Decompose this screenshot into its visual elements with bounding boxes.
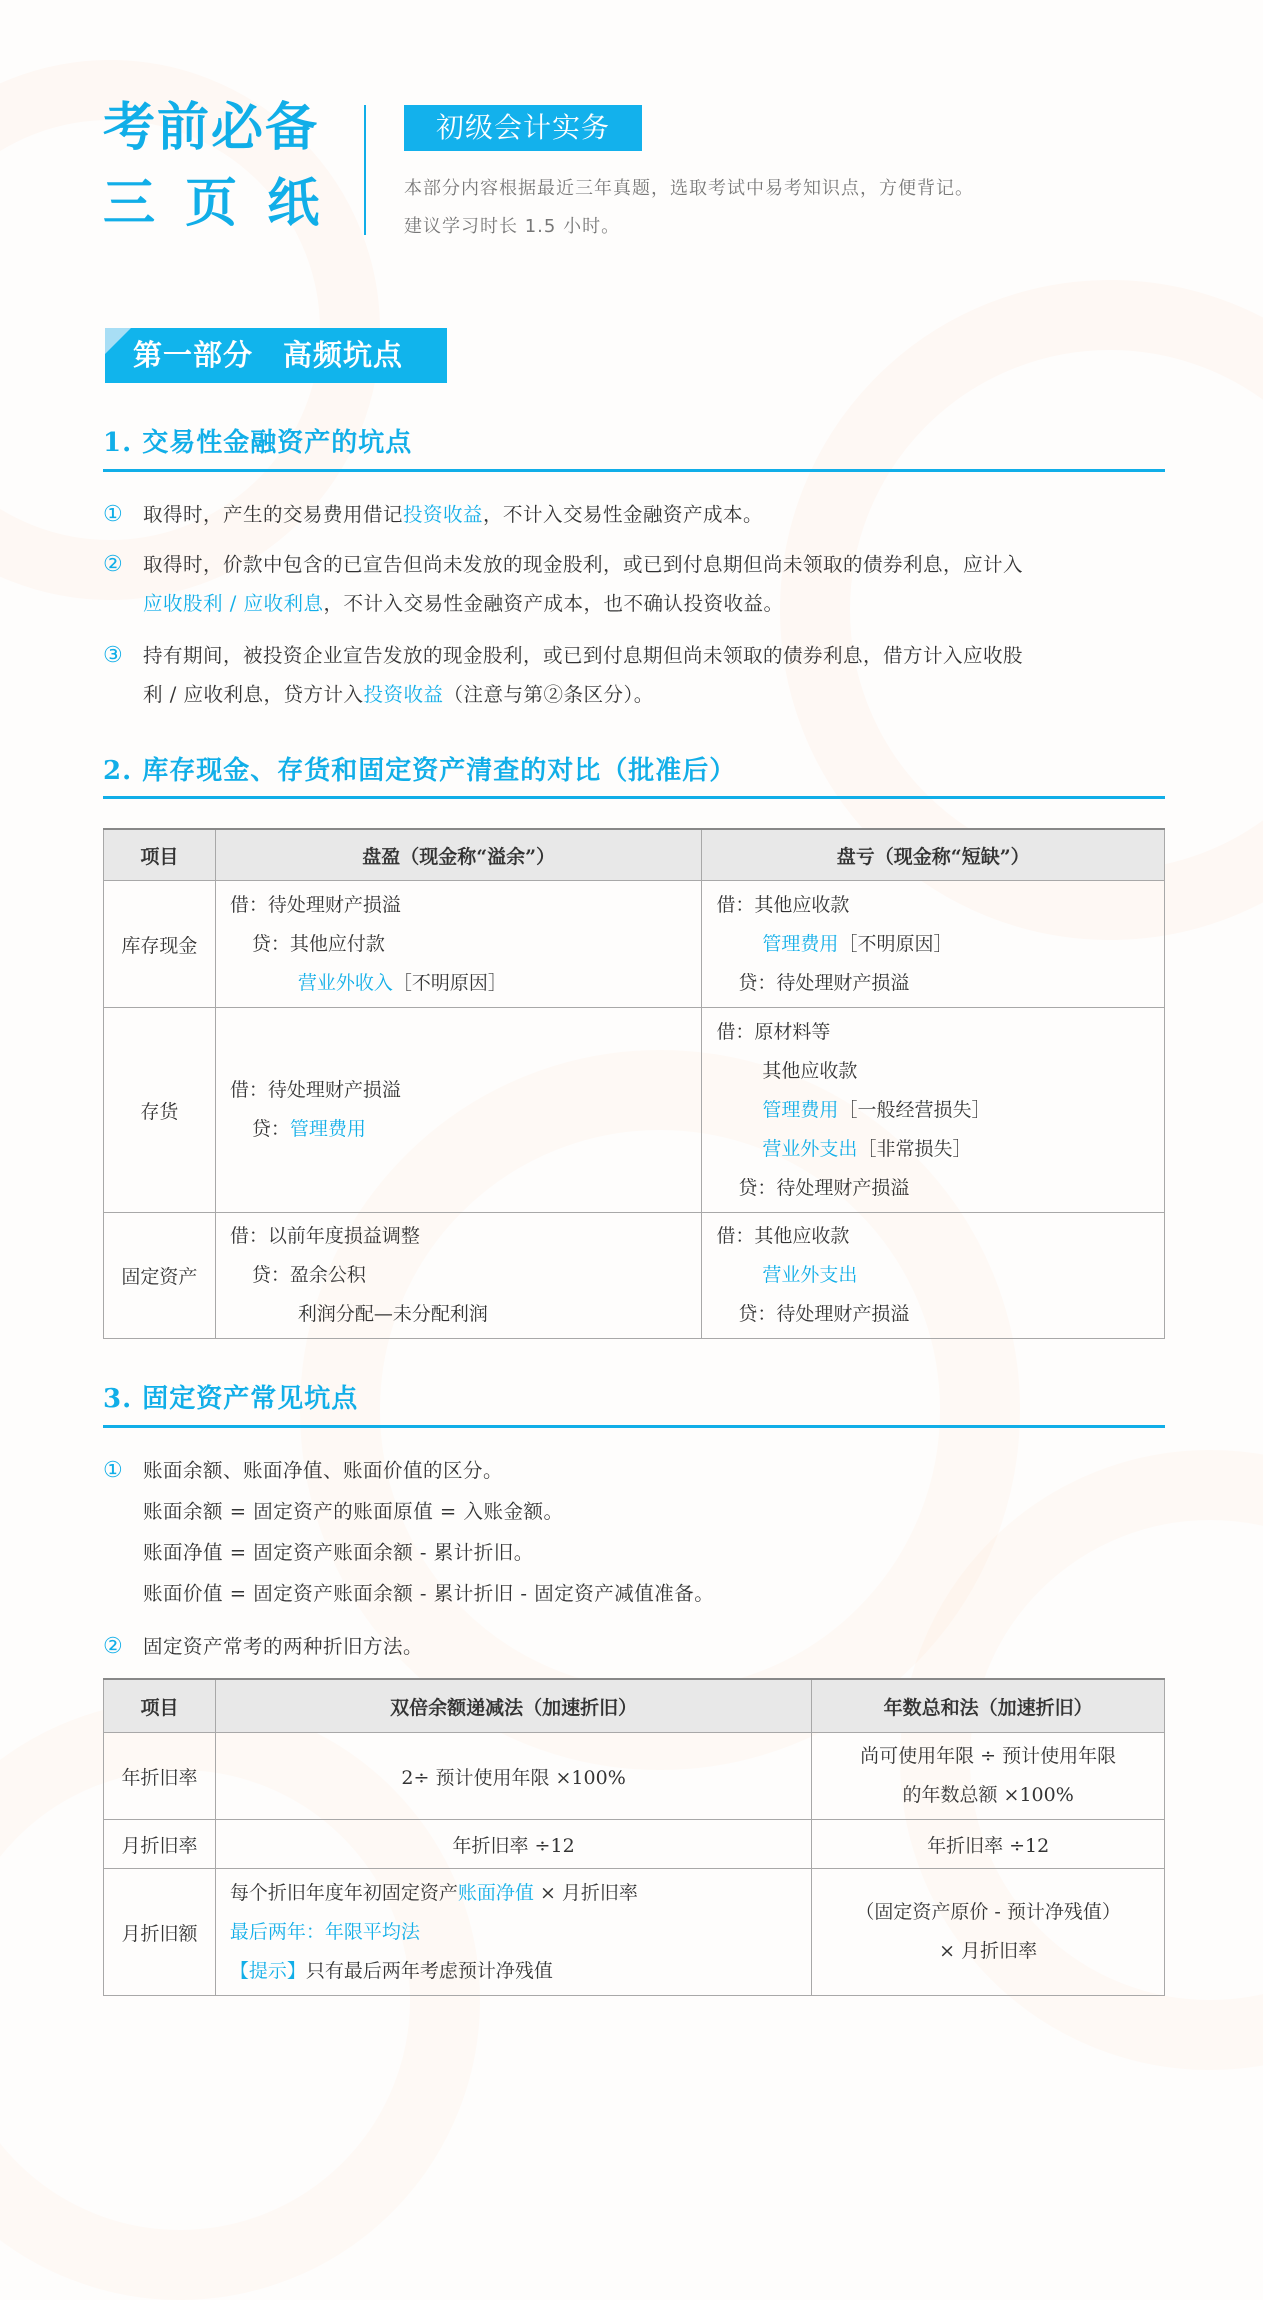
row-label: 固定资产 (104, 1213, 216, 1339)
syd-cell: 年折旧率 ÷12 (812, 1820, 1165, 1869)
formula-line: 账面余额 = 固定资产的账面原值 = 入账金额。 (143, 1500, 564, 1523)
table-row (104, 1869, 1165, 1996)
table-row (104, 881, 1165, 1008)
column-header: 项目 (104, 829, 216, 881)
inventory-check-table (103, 828, 1165, 1339)
intro-text-line2: 建议学习时长 1.5 小时。 (404, 216, 621, 237)
depreciation-methods-table (103, 1678, 1165, 1996)
column-header: 盘亏（现金称“短缺”） (702, 829, 1165, 881)
table-row (104, 1820, 1165, 1869)
number-badge: ② (103, 552, 124, 577)
tip-tag: 【提示】 (229, 1959, 306, 1982)
column-header: 项目 (104, 1679, 216, 1733)
highlight-term: 投资收益 (403, 503, 484, 526)
header-divider (364, 105, 366, 235)
section-underline (103, 469, 1165, 472)
section-heading: 3. 固定资产常见坑点 (103, 1384, 359, 1414)
syd-cell: 尚可使用年限 ÷ 预计使用年限 的年数总额 ×100% (812, 1733, 1165, 1820)
surplus-cell: 借：待处理财产损溢 贷：管理费用 (215, 1008, 702, 1213)
section-heading: 1. 交易性金融资产的坑点 (103, 428, 413, 458)
loss-cell: 借：原材料等 其他应收款 管理费用［一般经营损失］ 营业外支出［非常损失］ 贷：待处理财产损溢 (702, 1008, 1165, 1213)
column-header: 盘盈（现金称“溢余”） (215, 829, 702, 881)
syd-cell: （固定资产原价 - 预计净残值） × 月折旧率 (812, 1869, 1165, 1996)
ddb-cell: 2÷ 预计使用年限 ×100% (215, 1733, 811, 1820)
highlight-term: 账面净值 (457, 1881, 534, 1904)
highlight-term: 最后两年：年限平均法 (229, 1920, 420, 1943)
highlight-term: 营业外支出 (762, 1264, 858, 1286)
highlight-term: 投资收益 (363, 683, 444, 706)
number-badge: ③ (103, 643, 124, 668)
row-label: 库存现金 (104, 881, 216, 1008)
number-badge: ① (103, 1458, 124, 1483)
page-title-line1: 考前必备 (103, 97, 320, 158)
table-row (104, 1733, 1165, 1820)
list-item: ③ 持有期间，被投资企业宣告发放的现金股利，或已到付息期但尚未领取的债券利息，借方计入应收股 利 / 应收利息，贷方计入投资收益（注意与第②条区分）。 (103, 636, 1173, 714)
number-badge: ② (103, 1634, 124, 1659)
list-item: ② 固定资产常考的两种折旧方法。 (103, 1627, 1173, 1666)
surplus-cell: 借：以前年度损益调整 贷：盈余公积 利润分配—未分配利润 (215, 1213, 702, 1339)
highlight-term: 应收股利 / 应收利息 (143, 592, 324, 615)
surplus-cell: 借：待处理财产损溢 贷：其他应付款 营业外收入［不明原因］ (215, 881, 702, 1008)
ddb-cell: 每个折旧年度年初固定资产账面净值 × 月折旧率 最后两年：年限平均法 【提示】只有最后两年考虑预计净残值 (215, 1869, 811, 1996)
section-underline (103, 796, 1165, 799)
highlight-term: 管理费用 (289, 1118, 366, 1140)
highlight-term: 管理费用 (762, 932, 839, 955)
list-item: ② 取得时，价款中包含的已宣告但尚未发放的现金股利，或已到付息期但尚未领取的债券利息，应计入 应收股利 / 应收利息，不计入交易性金融资产成本，也不确认投资收益。 (103, 545, 1173, 623)
highlight-term: 营业外支出 (762, 1137, 858, 1160)
page-title-line2: 三 页 纸 (103, 173, 326, 234)
ddb-cell: 年折旧率 ÷12 (215, 1820, 811, 1869)
column-header: 双倍余额递减法（加速折旧） (215, 1679, 811, 1733)
highlight-term: 管理费用 (762, 1098, 839, 1121)
formula-line: 账面价值 = 固定资产账面余额 - 累计折旧 - 固定资产减值准备。 (143, 1582, 715, 1605)
row-label: 月折旧率 (104, 1820, 216, 1869)
highlight-term: 营业外收入 (297, 971, 393, 994)
list-item: ① 取得时，产生的交易费用借记投资收益，不计入交易性金融资产成本。 (103, 495, 1173, 534)
table-row (104, 1213, 1165, 1339)
section-underline (103, 1425, 1165, 1428)
column-header: 年数总和法（加速折旧） (812, 1679, 1165, 1733)
subject-badge: 初级会计实务 (404, 105, 642, 151)
section-heading: 2. 库存现金、存货和固定资产清查的对比（批准后） (103, 756, 737, 786)
table-row (104, 1008, 1165, 1213)
banner-corner-decoration (105, 328, 131, 354)
part-banner (105, 328, 447, 383)
row-label: 存货 (104, 1008, 216, 1213)
number-badge: ① (103, 502, 124, 527)
part-banner-label: 第一部分 高频坑点 (133, 338, 404, 372)
intro-text-line1: 本部分内容根据最近三年真题，选取考试中易考知识点，方便背记。 (404, 178, 974, 199)
loss-cell: 借：其他应收款 营业外支出 贷：待处理财产损溢 (702, 1213, 1165, 1339)
loss-cell: 借：其他应收款 管理费用［不明原因］ 贷：待处理财产损溢 (702, 881, 1165, 1008)
formula-line: 账面净值 = 固定资产账面余额 - 累计折旧。 (143, 1541, 534, 1564)
list-item: ① 账面余额、账面净值、账面价值的区分。 账面余额 = 固定资产的账面原值 = 入账金额。 账面净值 = 固定资产账面余额 - 累计折旧。 账面价值 = 固定资产账面余额 - 累计折旧 - 固定资产减值准备。 (103, 1451, 1173, 1613)
row-label: 月折旧额 (104, 1869, 216, 1996)
row-label: 年折旧率 (104, 1733, 216, 1820)
